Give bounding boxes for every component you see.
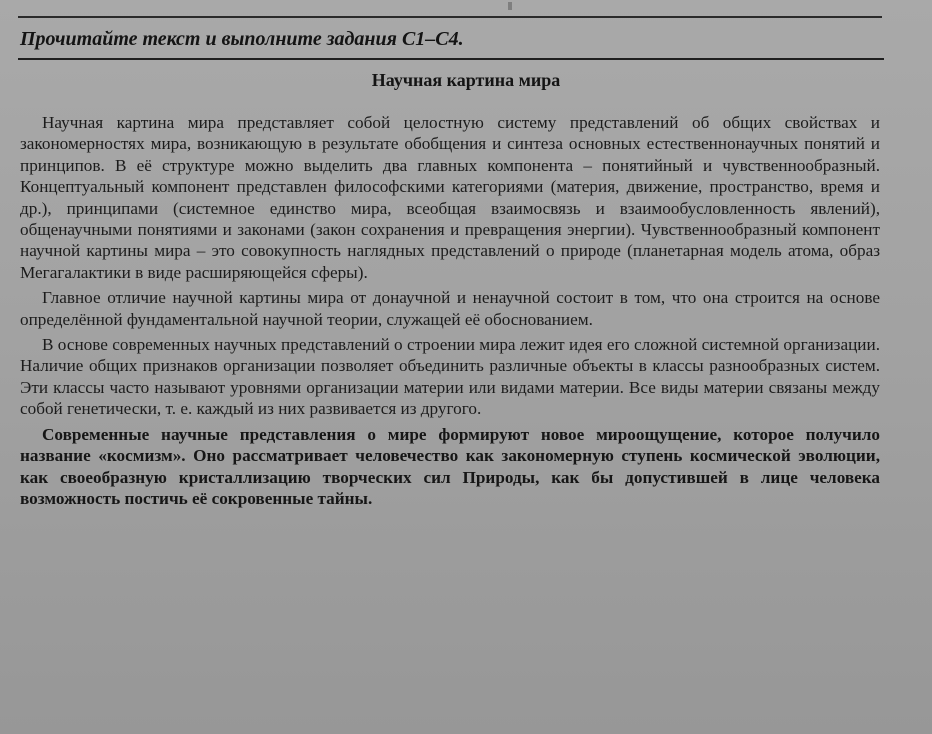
text-body	[20, 112, 880, 513]
task-instruction: Прочитайте текст и выполните задания С1–С4.	[20, 28, 464, 50]
paragraph-2: Главное отличие научной картины мира от донаучной и ненаучной состоит в том, что она строится на основе определённой фундаментальной научной теории, служащей её обоснованием.	[20, 288, 880, 329]
paragraph-3: В основе современных научных представлений о строении мира лежит идея его сложной системной организации. Наличие общих признаков организации позволяет объединить различные объекты в классы разнообразных систем. Эти классы часто называют уровнями организации материи или видами материи. Все виды материи связаны между собой генетически, т. е. каждый из них развивается из другого.	[20, 335, 880, 419]
paragraph-1: Научная картина мира представляет собой целостную систему представлений об общих свойствах и закономерностях мира, возникающую в результате обобщения и синтеза основных естественнонаучных понятий и принципов. В её структуре можно выделить два главных компонента – понятийный и чувственнообразный. Концептуальный компонент представлен философскими категориями (материя, движение, пространство, время и др.), принципами (системное единство мира, всеобщая взаимосвязь и взаимообусловленность явлений), общенаучными понятиями и законами (закон сохранения и превращения энергии). Чувственнообразный компонент научной картины мира – это совокупность наглядных представлений о природе (планетарная модель атома, образ Мегагалактики в виде расширяющейся сферы).	[20, 113, 880, 282]
paragraph-4: Современные научные представления о мире формируют новое мироощущение, которое получило название «космизм». Оно рассматривает человечество как закономерную ступень космической эволюции, как своеобразную кристаллизацию творческих сил Природы, как бы допустившей в лице человека возможность постичь её сокровенные тайны.	[20, 424, 880, 508]
top-rule	[18, 16, 882, 18]
text-title: Научная картина мира	[371, 70, 561, 90]
instruction-underline	[18, 58, 884, 60]
page-speck	[508, 2, 512, 10]
